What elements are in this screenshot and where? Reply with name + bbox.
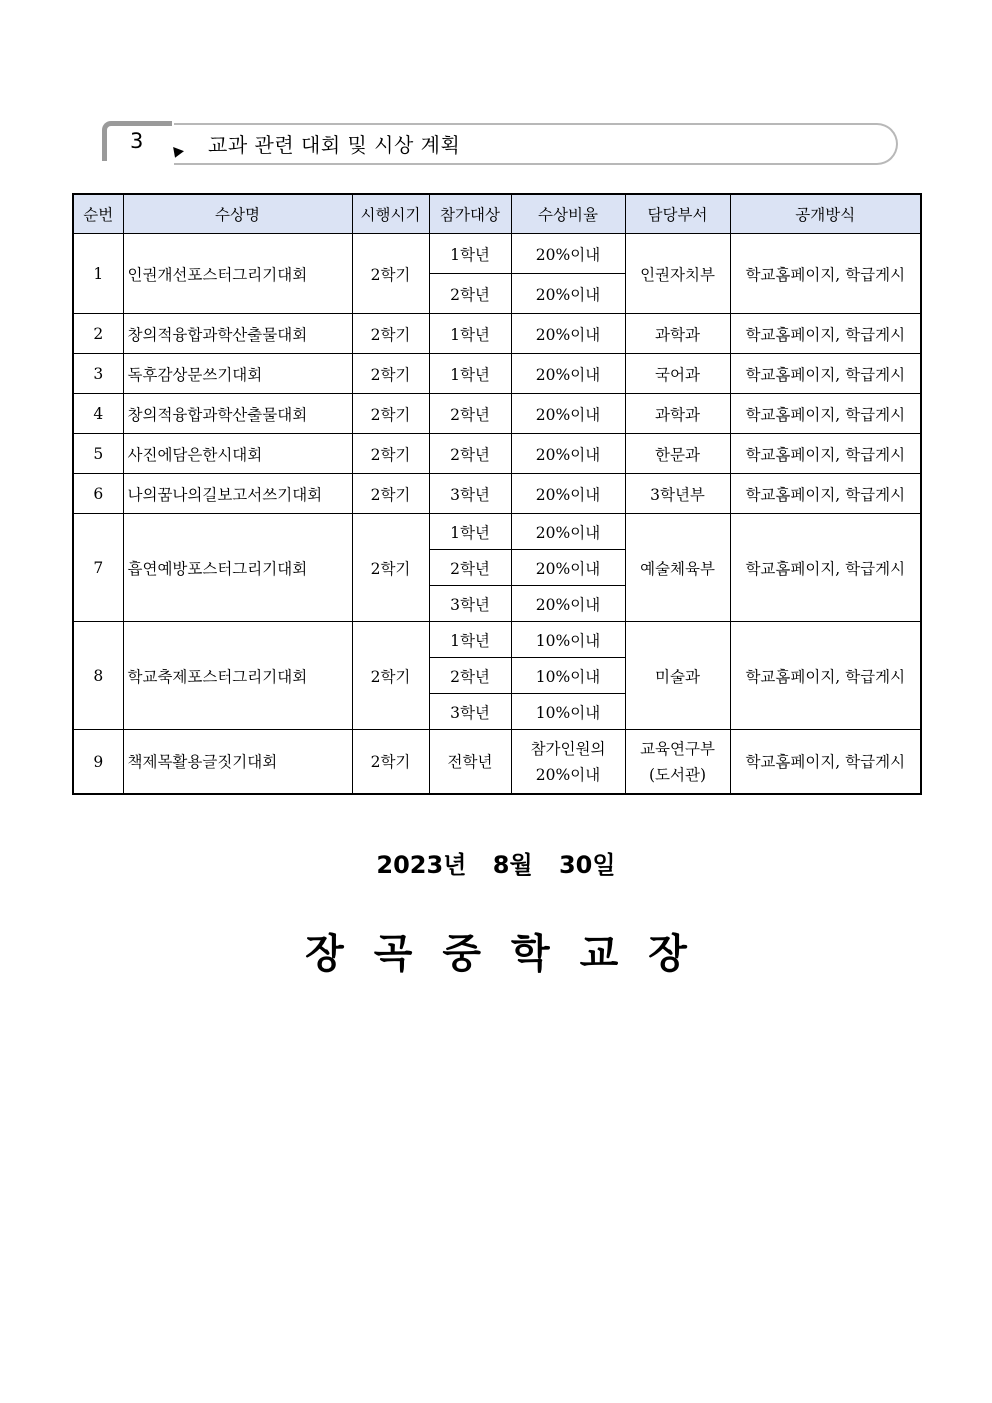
row-department: 한문과 xyxy=(625,434,730,474)
award-plan-table xyxy=(72,193,922,795)
row-ratio: 20%이내 xyxy=(511,550,625,586)
row-ratio: 10%이내 xyxy=(511,694,625,730)
table-row xyxy=(73,234,921,274)
row-period: 2학기 xyxy=(352,514,429,622)
row-target: 2학년 xyxy=(429,394,511,434)
table-row xyxy=(73,394,921,434)
row-target: 1학년 xyxy=(429,354,511,394)
row-no: 3 xyxy=(73,354,123,394)
row-publish: 학교홈페이지, 학급게시 xyxy=(730,474,921,514)
row-no: 6 xyxy=(73,474,123,514)
header-period: 시행시기 xyxy=(352,194,429,234)
table-row xyxy=(73,354,921,394)
row-target: 2학년 xyxy=(429,658,511,694)
row-target: 3학년 xyxy=(429,474,511,514)
row-period: 2학기 xyxy=(352,622,429,730)
row-period: 2학기 xyxy=(352,314,429,354)
row-ratio: 20%이내 xyxy=(511,234,625,274)
header-award-name: 수상명 xyxy=(123,194,352,234)
row-no: 2 xyxy=(73,314,123,354)
row-award-name: 나의꿈나의길보고서쓰기대회 xyxy=(123,474,352,514)
row-target: 3학년 xyxy=(429,694,511,730)
row-department: 3학년부 xyxy=(625,474,730,514)
row-publish: 학교홈페이지, 학급게시 xyxy=(730,730,921,795)
document-date: 2023년 8월 30일 xyxy=(376,851,616,879)
table-row xyxy=(73,514,921,550)
row-award-name: 흡연예방포스터그리기대회 xyxy=(123,514,352,622)
row-ratio: 20%이내 xyxy=(511,474,625,514)
row-publish: 학교홈페이지, 학급게시 xyxy=(730,434,921,474)
row-award-name: 학교축제포스터그리기대회 xyxy=(123,622,352,730)
row-department: 과학과 xyxy=(625,394,730,434)
ratio-line-2: 20%이내 xyxy=(535,765,601,784)
header-no: 순번 xyxy=(73,194,123,234)
row-award-name: 사진에담은한시대회 xyxy=(123,434,352,474)
row-ratio: 20%이내 xyxy=(511,274,625,314)
school-principal-signature: 장곡중학교장 xyxy=(305,931,717,977)
row-target: 1학년 xyxy=(429,622,511,658)
row-period: 2학기 xyxy=(352,394,429,434)
row-target: 전학년 xyxy=(429,730,511,795)
section-number: 3 xyxy=(130,129,144,153)
row-period: 2학기 xyxy=(352,474,429,514)
row-no: 9 xyxy=(73,730,123,795)
row-publish: 학교홈페이지, 학급게시 xyxy=(730,514,921,622)
row-award-name: 창의적융합과학산출물대회 xyxy=(123,314,352,354)
row-ratio: 20%이내 xyxy=(511,434,625,474)
row-ratio: 20%이내 xyxy=(511,394,625,434)
row-ratio: 20%이내 xyxy=(511,354,625,394)
row-publish: 학교홈페이지, 학급게시 xyxy=(730,394,921,434)
row-department: 국어과 xyxy=(625,354,730,394)
row-no: 5 xyxy=(73,434,123,474)
header-ratio: 수상비율 xyxy=(511,194,625,234)
row-ratio: 20%이내 xyxy=(511,314,625,354)
row-department: 예술체육부 xyxy=(625,514,730,622)
row-ratio: 20%이내 xyxy=(511,514,625,550)
row-target: 3학년 xyxy=(429,586,511,622)
row-target: 1학년 xyxy=(429,234,511,274)
row-no: 1 xyxy=(73,234,123,314)
row-period: 2학기 xyxy=(352,234,429,314)
row-ratio xyxy=(511,730,625,795)
section-title: 교과 관련 대회 및 시상 계획 xyxy=(208,133,461,157)
row-publish: 학교홈페이지, 학급게시 xyxy=(730,314,921,354)
row-publish: 학교홈페이지, 학급게시 xyxy=(730,234,921,314)
triangle-pointer-icon xyxy=(173,145,185,158)
table-row xyxy=(73,730,921,795)
row-target: 1학년 xyxy=(429,314,511,354)
department-line-1: 교육연구부 xyxy=(640,739,715,758)
row-ratio: 10%이내 xyxy=(511,622,625,658)
ratio-line-1: 참가인원의 xyxy=(530,739,606,758)
row-target: 2학년 xyxy=(429,434,511,474)
table-row xyxy=(73,622,921,658)
table-row xyxy=(73,314,921,354)
row-award-name: 창의적융합과학산출물대회 xyxy=(123,394,352,434)
row-target: 2학년 xyxy=(429,274,511,314)
row-ratio: 10%이내 xyxy=(511,658,625,694)
row-ratio: 20%이내 xyxy=(511,586,625,622)
header-publish: 공개방식 xyxy=(730,194,921,234)
row-award-name: 책제목활용글짓기대회 xyxy=(123,730,352,795)
row-department: 인권자치부 xyxy=(625,234,730,314)
header-target: 참가대상 xyxy=(429,194,511,234)
row-award-name: 인권개선포스터그리기대회 xyxy=(123,234,352,314)
row-department: 미술과 xyxy=(625,622,730,730)
row-target: 2학년 xyxy=(429,550,511,586)
table-row xyxy=(73,434,921,474)
row-period: 2학기 xyxy=(352,354,429,394)
row-department xyxy=(625,730,730,795)
row-publish: 학교홈페이지, 학급게시 xyxy=(730,354,921,394)
row-publish: 학교홈페이지, 학급게시 xyxy=(730,622,921,730)
department-line-2: (도서관) xyxy=(648,765,706,784)
header-department: 담당부서 xyxy=(625,194,730,234)
row-no: 4 xyxy=(73,394,123,434)
row-no: 7 xyxy=(73,514,123,622)
row-period: 2학기 xyxy=(352,730,429,795)
row-target: 1학년 xyxy=(429,514,511,550)
table-row xyxy=(73,474,921,514)
row-no: 8 xyxy=(73,622,123,730)
section-header xyxy=(102,121,898,167)
row-period: 2학기 xyxy=(352,434,429,474)
row-award-name: 독후감상문쓰기대회 xyxy=(123,354,352,394)
table-header-row xyxy=(73,194,921,234)
row-department: 과학과 xyxy=(625,314,730,354)
